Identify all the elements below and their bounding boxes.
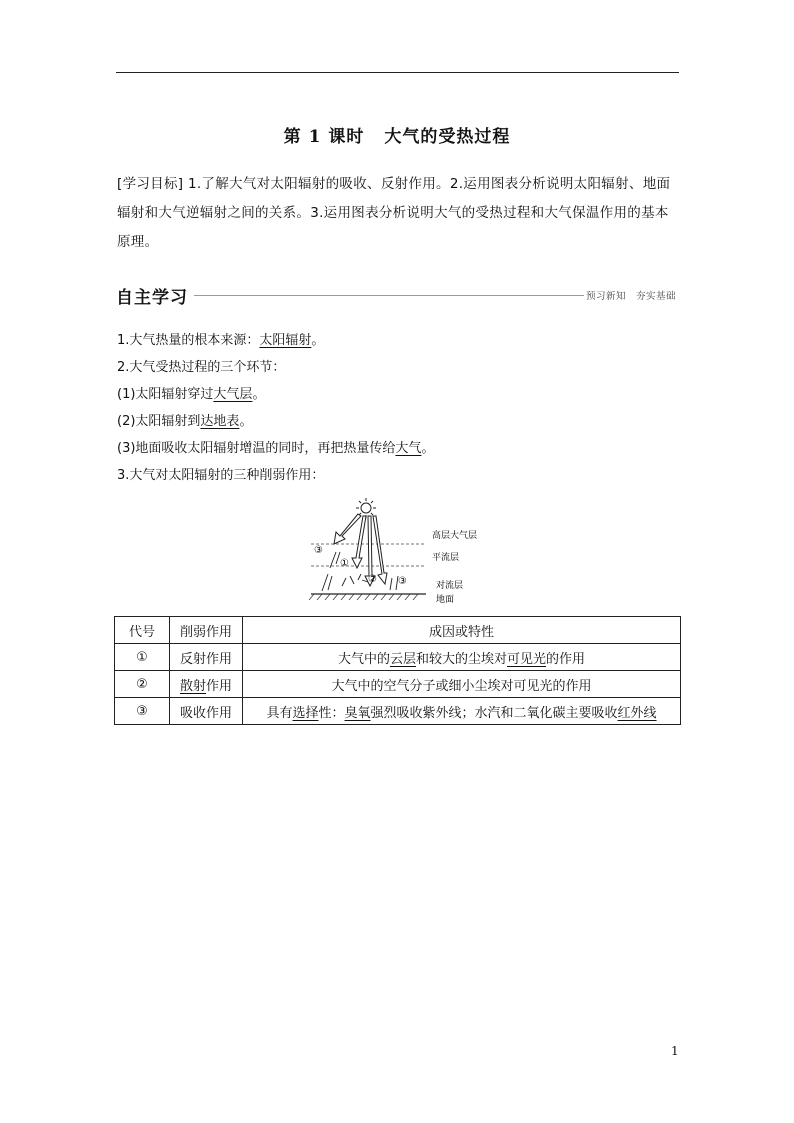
item-2-3-answer: 大气 bbox=[395, 441, 422, 456]
ground-hatch bbox=[309, 594, 418, 600]
item-2-1 bbox=[117, 386, 265, 404]
item-2-1-prefix: (1)太阳辐射穿过 bbox=[117, 387, 214, 402]
section-tag: 预习新知 夯实基础 bbox=[585, 291, 676, 302]
row-1-code: ① bbox=[115, 644, 170, 671]
item-2-1-answer: 大气层 bbox=[213, 387, 253, 402]
section-divider bbox=[194, 295, 584, 296]
item-1-prefix: 1.大气热量的根本来源： bbox=[117, 333, 260, 348]
label-stratosphere: 平流层 bbox=[432, 553, 460, 563]
header-rule bbox=[116, 72, 679, 73]
marker-2: ② bbox=[368, 574, 377, 585]
row-3-cause bbox=[243, 698, 681, 725]
row-2-code: ② bbox=[115, 671, 170, 698]
row-1-cause-c: 和较大的尘埃对 bbox=[415, 651, 507, 667]
header-effect: 削弱作用 bbox=[170, 617, 243, 644]
item-1 bbox=[117, 332, 324, 350]
title-lesson: 第 1 课时 bbox=[283, 127, 365, 147]
table-header-row bbox=[115, 617, 681, 644]
item-2-3-prefix: (3)地面吸收太阳辐射增温的同时，再把热量传给 bbox=[117, 441, 396, 456]
page-title bbox=[0, 122, 794, 147]
row-3-cause-c: 性： bbox=[318, 705, 345, 721]
item-2-1-suffix: 。 bbox=[252, 387, 266, 402]
table-row bbox=[115, 671, 681, 698]
row-1-effect: 反射作用 bbox=[170, 644, 243, 671]
label-troposphere: 对流层 bbox=[436, 581, 464, 591]
label-ground: 地面 bbox=[436, 595, 455, 605]
item-3 bbox=[117, 467, 324, 485]
section-header bbox=[116, 283, 680, 307]
row-3-cause-d: 臭氧 bbox=[344, 705, 371, 721]
atmosphere-diagram bbox=[306, 496, 496, 608]
item-2-3-suffix: 。 bbox=[421, 441, 435, 456]
row-1-cause-a: 大气中的 bbox=[337, 651, 390, 667]
table-row bbox=[115, 698, 681, 725]
page-number: 1 bbox=[671, 1044, 679, 1058]
learning-objectives bbox=[117, 170, 682, 257]
section-title: 自主学习 bbox=[116, 288, 188, 308]
row-1-cause bbox=[243, 644, 681, 671]
row-2-effect-a: 散射 bbox=[179, 678, 206, 694]
item-1-answer: 太阳辐射 bbox=[259, 333, 312, 348]
item-2-2-answer: 达地表 bbox=[200, 414, 240, 429]
row-2-effect-b: 作用 bbox=[206, 678, 233, 694]
label-upper-atmosphere: 高层大气层 bbox=[432, 531, 478, 541]
objectives-text: 1.了解大气对太阳辐射的吸收、反射作用。2.运用图表分析说明太阳辐射、地面辐射和大气逆辐射之间的关系。3.运用图表分析说明大气的受热过程和大气保温作用的基本原理。 bbox=[117, 176, 671, 250]
item-2-2-suffix: 。 bbox=[239, 414, 253, 429]
marker-3-lower: ③ bbox=[398, 576, 407, 587]
row-3-effect: 吸收作用 bbox=[170, 698, 243, 725]
marker-1: ① bbox=[340, 558, 349, 569]
item-2-text: 2.大气受热过程的三个环节： bbox=[117, 360, 286, 375]
title-topic: 大气的受热过程 bbox=[384, 127, 511, 147]
item-2-2 bbox=[117, 413, 252, 431]
marker-3-upper: ③ bbox=[314, 545, 323, 556]
row-3-cause-b: 选择 bbox=[292, 705, 319, 721]
item-1-suffix: 。 bbox=[311, 333, 325, 348]
row-1-cause-e: 的作用 bbox=[546, 651, 586, 667]
row-2-cause: 大气中的空气分子或细小尘埃对可见光的作用 bbox=[243, 671, 681, 698]
item-2-3 bbox=[117, 440, 434, 458]
header-cause: 成因或特性 bbox=[243, 617, 681, 644]
item-2-2-prefix: (2)太阳辐射到 bbox=[117, 414, 201, 429]
item-3-text: 3.大气对太阳辐射的三种削弱作用： bbox=[117, 468, 325, 483]
row-3-cause-a: 具有 bbox=[266, 705, 293, 721]
weakening-effects-table bbox=[114, 616, 681, 725]
row-2-effect bbox=[170, 671, 243, 698]
item-2 bbox=[117, 359, 285, 377]
row-1-cause-b: 云层 bbox=[389, 651, 416, 667]
table-row bbox=[115, 644, 681, 671]
header-code: 代号 bbox=[115, 617, 170, 644]
row-3-cause-f: 红外线 bbox=[617, 705, 657, 721]
objectives-label: [学习目标] bbox=[117, 176, 184, 192]
row-3-cause-e: 强烈吸收紫外线；水汽和二氧化碳主要吸收 bbox=[370, 705, 618, 721]
row-1-cause-d: 可见光 bbox=[507, 651, 547, 667]
row-3-code: ③ bbox=[115, 698, 170, 725]
